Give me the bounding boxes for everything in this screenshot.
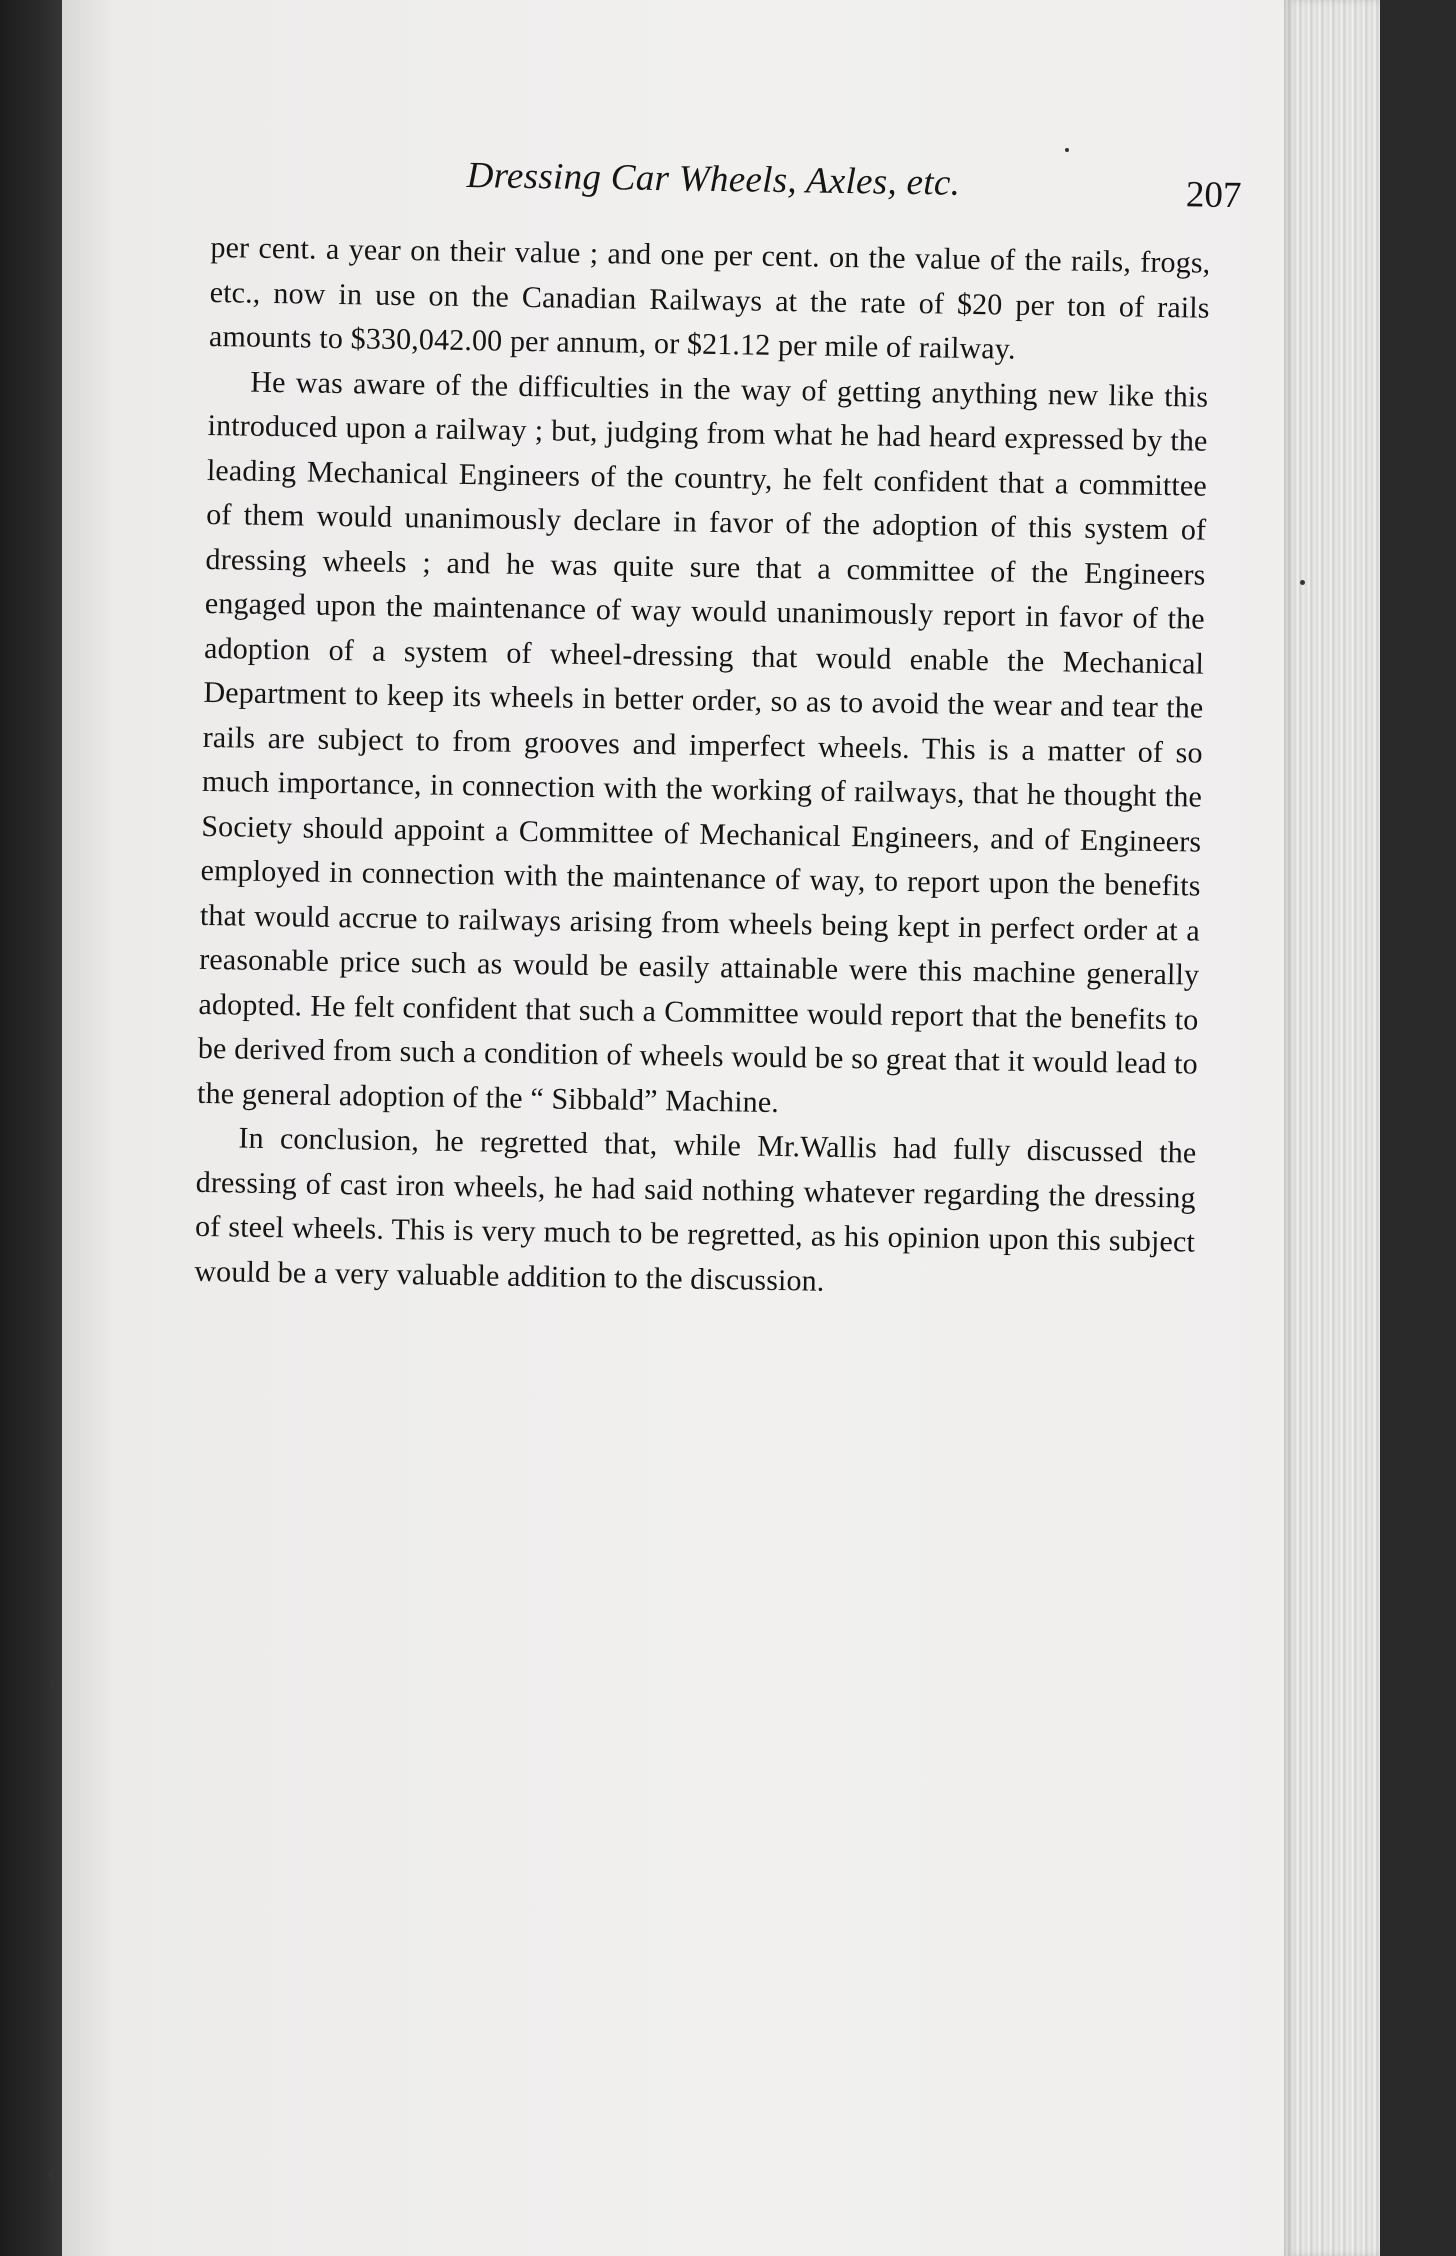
dust-speck [50, 1680, 56, 1689]
running-head: Dressing Car Wheels, Axles, etc. [466, 155, 961, 204]
paragraph-conclusion: In conclusion, he regretted that, while Mr.Wallis had fully discussed the dressing of cast iron wheels, he had said nothing whatever regarding the dressing of steel wheels. This is very much to be regretted, as his opinion upon this subject would be a very valuable addition to the discussion. [194, 1121, 1197, 1298]
dust-speck [1300, 580, 1305, 585]
text-block [194, 150, 1242, 1310]
dust-speck [1065, 148, 1069, 152]
book-page [62, 0, 1380, 2256]
paragraph-continuation: per cent. a year on their value ; and one per cent. on the value of the rails, frogs, etc., now in use on the Canadian Railways at the rate of $20 per ton of rails amounts to $330,042.00 per annum, or $21.12 per mile of railway. [208, 230, 1211, 366]
page-number: 207 [1185, 174, 1242, 217]
page-header [211, 150, 1242, 236]
dust-speck [48, 2170, 56, 2180]
scan-border-left [0, 0, 70, 2256]
paragraph-main: He was aware of the difficulties in the way of getting anything new like this introduced upon a railway ; but, judging from what he had heard expressed by the leading Mechanical Engineers of the country, he felt confident that a committee of them would unanimously declare in favor of the adoption of this system of dressing wheels ; and he was quite sure that a committee of the Engineers engaged upon the maintenance of way would unanimously report in favor of the adoption of a system of wheel-dressing that would enable the Mechanical Department to keep its wheels in better order, so as to avoid the wear and tear the rails are subject to from grooves and imperfect wheels. This is a matter of so much importance, in connection with the working of railways, that he thought the Society should appoint a Committee of Mechanical Engineers, and of Engineers employed in connection with the maintenance of way, to report upon the benefits that would accrue to railways arising from wheels being kept in perfect order at a reasonable price such as would be easily attainable were this machine generally adopted. He felt confident that such a Committee would report that the benefits to be derived from such a condition of wheels would be so great that it would lead to the general adoption of the “ Sibbald” Machine. [196, 365, 1209, 1119]
page-edge-stack [1284, 0, 1380, 2256]
